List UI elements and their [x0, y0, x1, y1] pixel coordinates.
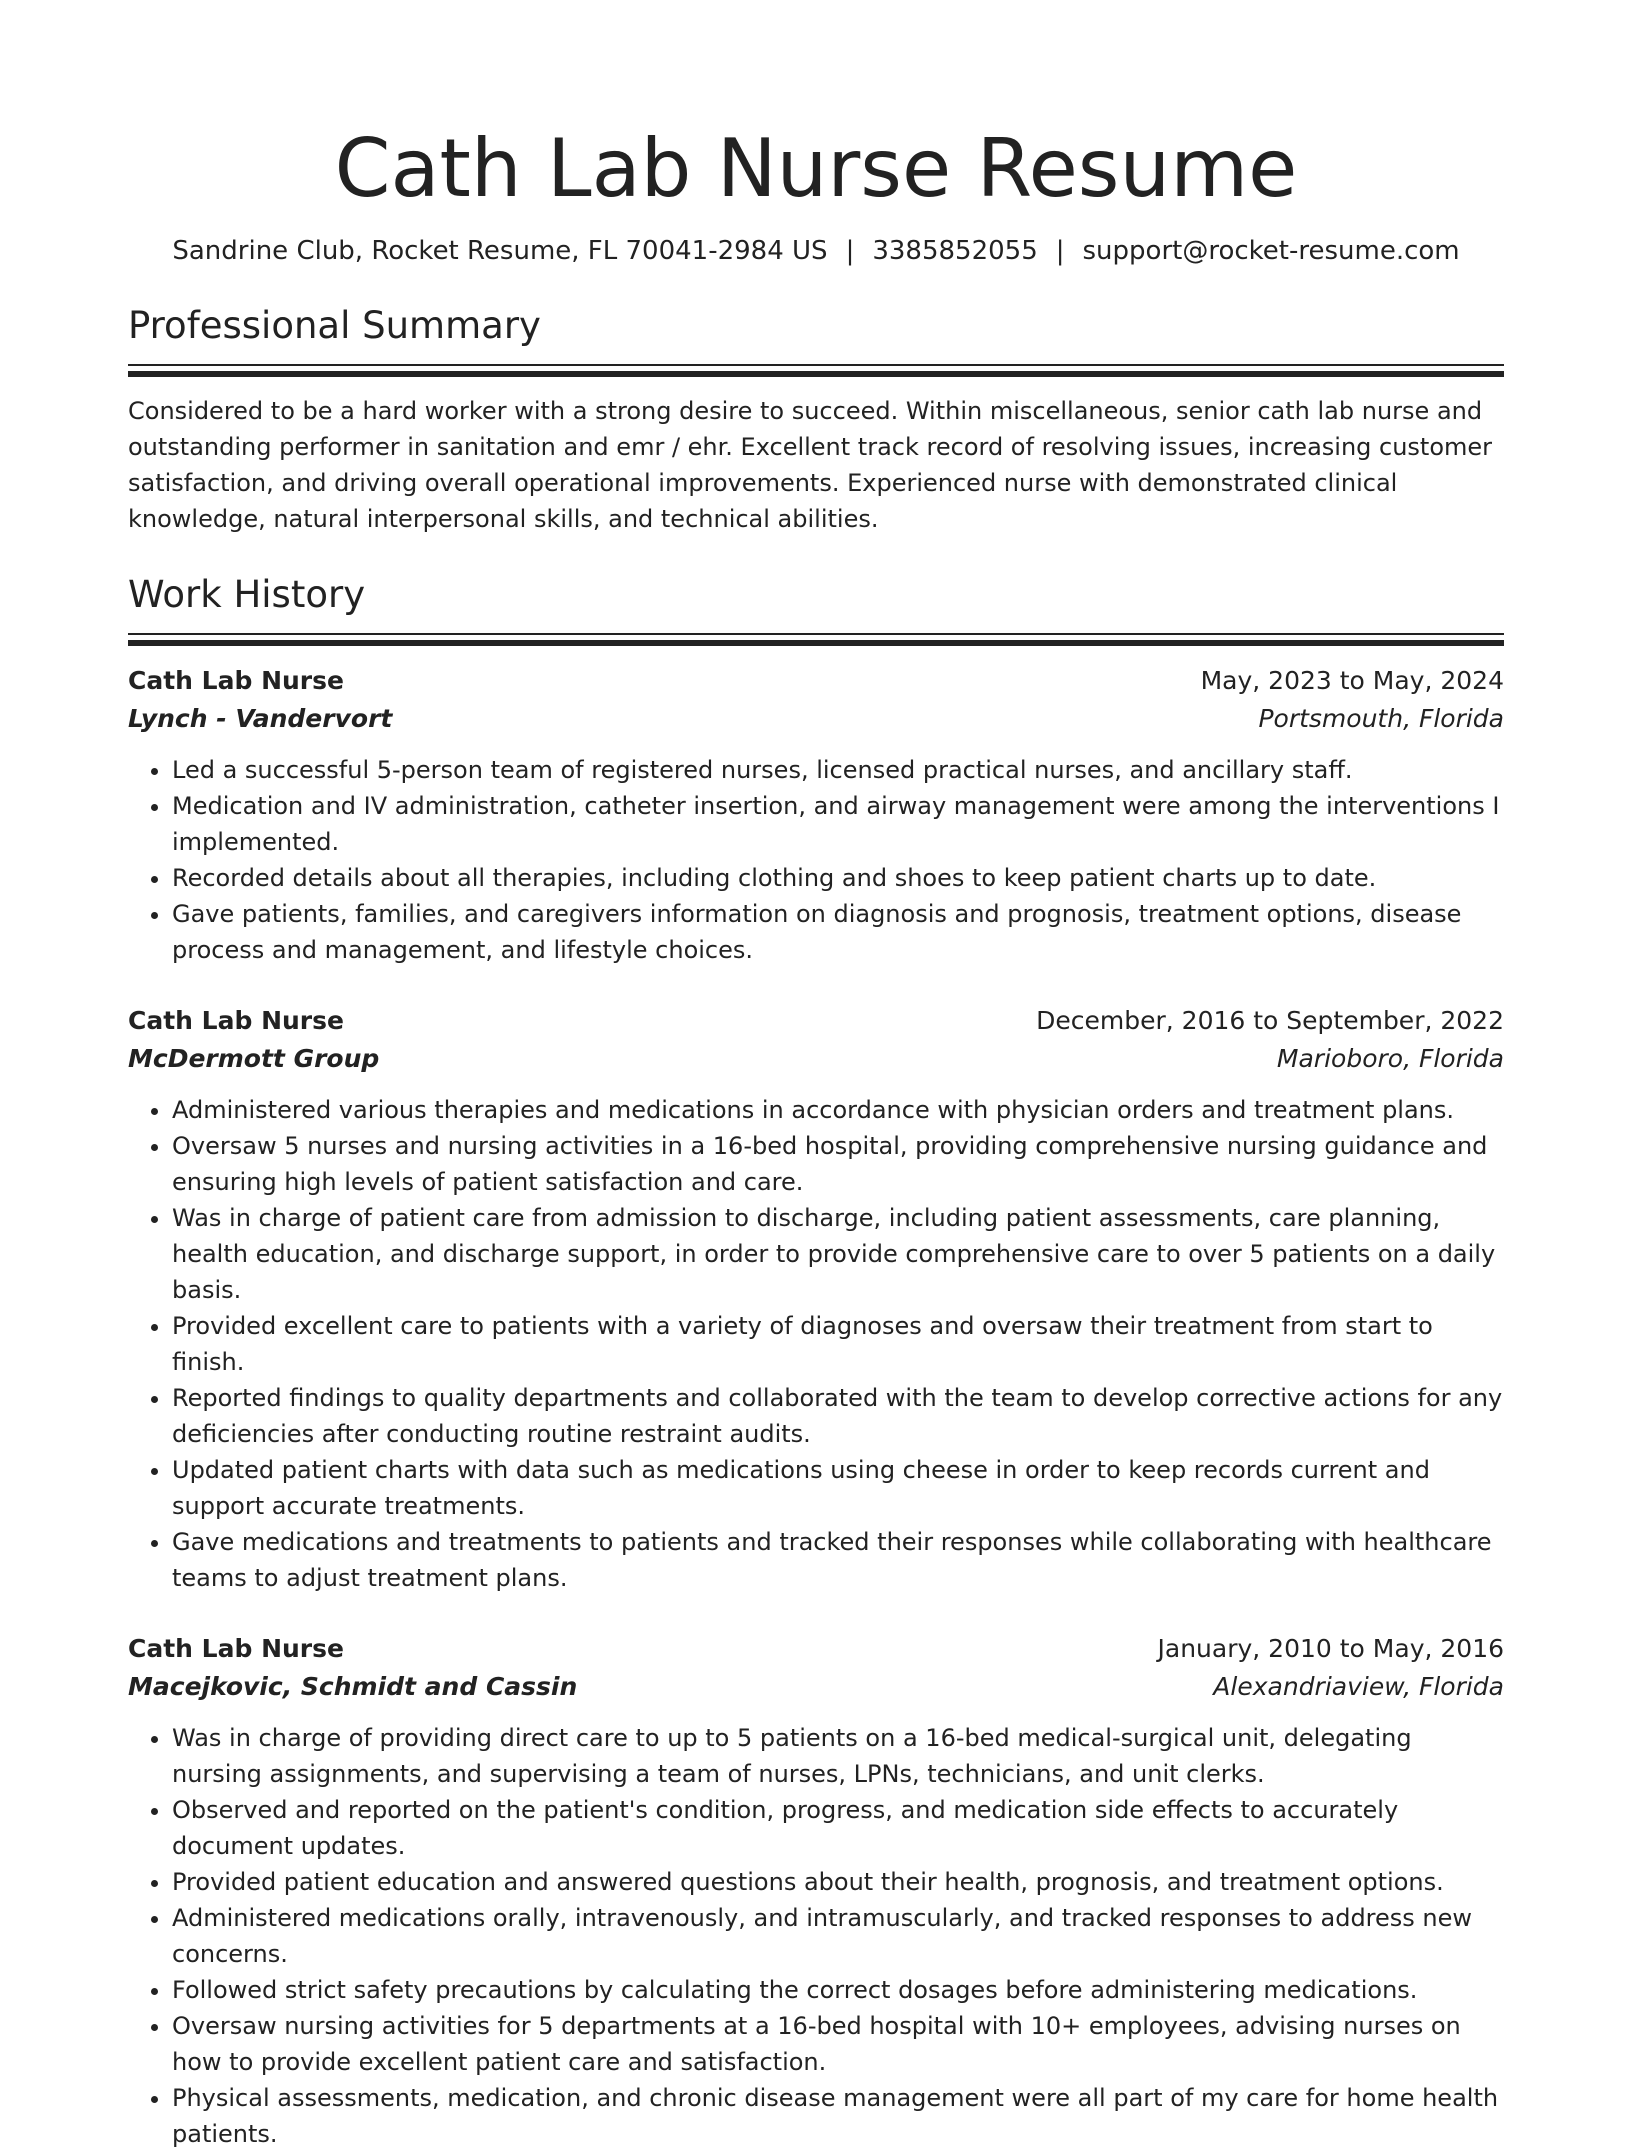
list-item: • Oversaw 5 nurses and nursing activities in a 16-bed hospital, providing comprehensive nursing guidance and ensuring high levels of patient satisfaction and care. — [172, 1128, 1504, 1200]
job-entry — [128, 1002, 1504, 1596]
work-history-section — [128, 571, 1504, 2152]
job-location: Portsmouth, Florida — [1258, 704, 1504, 733]
resume-content — [128, 120, 1504, 2152]
list-item: • Gave medications and treatments to patients and tracked their responses while collaborating with healthcare teams to adjust treatment plans. — [172, 1524, 1504, 1596]
list-item: • Was in charge of providing direct care to up to 5 patients on a 16-bed medical-surgical unit, delegating nursing assignments, and supervising a team of nurses, LPNs, technicians, and unit clerks. — [172, 1720, 1504, 1792]
list-item: • Oversaw nursing activities for 5 departments at a 16-bed hospital with 10+ employees, advising nurses on how to provide excellent patient care and satisfaction. — [172, 2008, 1504, 2080]
job-company: Macejkovic, Schmidt and Cassin — [128, 1672, 578, 1701]
job-bullets — [128, 1092, 1504, 1596]
job-entry — [128, 1630, 1504, 2152]
job-dates: January, 2010 to May, 2016 — [1157, 1634, 1504, 1663]
contact-address: Sandrine Club, Rocket Resume, FL 70041-2984 US — [172, 236, 828, 266]
list-item: • Recorded details about all therapies, including clothing and shoes to keep patient charts up to date. — [172, 860, 1504, 896]
section-heading: Work History — [128, 573, 366, 616]
summary-text: Considered to be a hard worker with a strong desire to succeed. Within miscellaneous, senior cath lab nurse and outstanding performer in sanitation and emr / ehr. Excellent track record of resolving issues, increasing customer satisfaction, and driving overall operational improvements. Experienced nurse with demonstrated clinical knowledge, natural interpersonal skills, and technical abilities. — [128, 397, 1493, 533]
list-item: • Administered various therapies and medications in accordance with physician orders and treatment plans. — [172, 1092, 1504, 1128]
job-location: Alexandriaview, Florida — [1213, 1672, 1504, 1701]
list-item: • Physical assessments, medication, and chronic disease management were all part of my care for home health patients. — [172, 2080, 1504, 2152]
job-title: Cath Lab Nurse — [128, 666, 344, 695]
contact-separator: | — [1055, 236, 1065, 266]
job-bullets — [128, 1720, 1504, 2152]
list-item: • Observed and reported on the patient's condition, progress, and medication side effects to accurately document updates. — [172, 1792, 1504, 1864]
list-item: • Administered medications orally, intravenously, and intramuscularly, and tracked responses to address new concerns. — [172, 1900, 1504, 1972]
contact-email: support@rocket-resume.com — [1082, 236, 1460, 266]
list-item: • Gave patients, families, and caregivers information on diagnosis and prognosis, treatment options, disease process and management, and lifestyle choices. — [172, 896, 1504, 968]
list-item: • Medication and IV administration, catheter insertion, and airway management were among the interventions I implemented. — [172, 788, 1504, 860]
section-divider — [128, 633, 1504, 646]
section-divider — [128, 364, 1504, 377]
job-title: Cath Lab Nurse — [128, 1006, 344, 1035]
contact-separator: | — [845, 236, 855, 266]
list-item: • Led a successful 5-person team of registered nurses, licensed practical nurses, and ancillary staff. — [172, 752, 1504, 788]
list-item: • Updated patient charts with data such as medications using cheese in order to keep records current and support accurate treatments. — [172, 1452, 1504, 1524]
job-dates: December, 2016 to September, 2022 — [1036, 1006, 1504, 1035]
job-company: McDermott Group — [128, 1044, 380, 1073]
list-item: • Was in charge of patient care from admission to discharge, including patient assessments, care planning, health education, and discharge support, in order to provide comprehensive care to over 5 patients on a daily basis. — [172, 1200, 1504, 1308]
job-bullets — [128, 752, 1504, 968]
list-item: • Provided excellent care to patients with a variety of diagnoses and oversaw their treatment from start to finish. — [172, 1308, 1504, 1380]
contact-line — [128, 234, 1504, 268]
resume-title: Cath Lab Nurse Resume — [334, 122, 1298, 215]
contact-phone: 3385852055 — [872, 236, 1038, 266]
section-heading: Professional Summary — [128, 304, 541, 347]
list-item: • Provided patient education and answered questions about their health, prognosis, and treatment options. — [172, 1864, 1504, 1900]
job-entry — [128, 662, 1504, 968]
list-item: • Reported findings to quality departments and collaborated with the team to develop corrective actions for any deficiencies after conducting routine restraint audits. — [172, 1380, 1504, 1452]
professional-summary-section — [128, 302, 1504, 537]
job-location: Marioboro, Florida — [1276, 1044, 1504, 1073]
job-dates: May, 2023 to May, 2024 — [1200, 666, 1504, 695]
job-title: Cath Lab Nurse — [128, 1634, 344, 1663]
list-item: • Followed strict safety precautions by calculating the correct dosages before administering medications. — [172, 1972, 1504, 2008]
job-company: Lynch - Vandervort — [128, 704, 393, 733]
